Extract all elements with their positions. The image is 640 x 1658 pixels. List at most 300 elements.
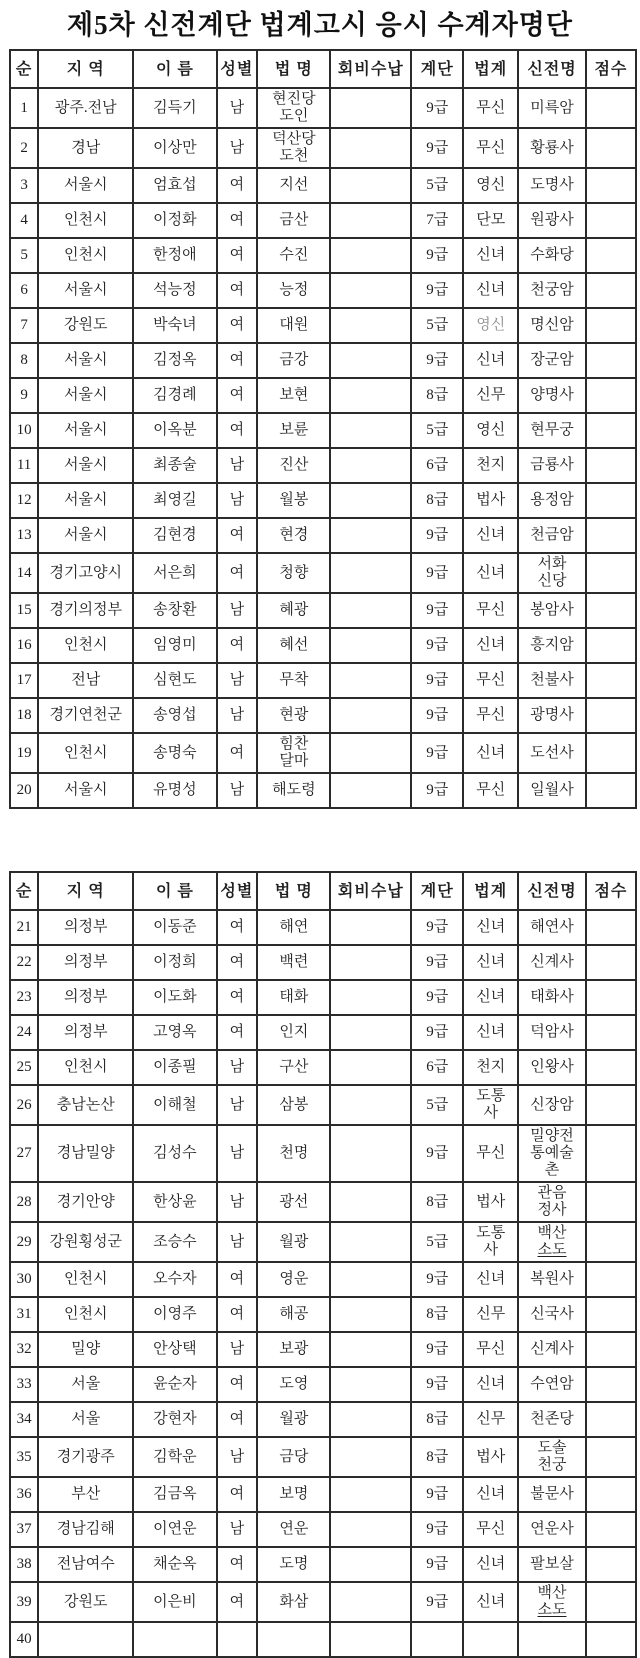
- cell-region: [38, 308, 133, 343]
- cell-text-line: 신녀: [476, 1024, 506, 1040]
- cell-text-line: 28: [16, 1193, 32, 1210]
- cell-no: [10, 413, 38, 448]
- roster-table-2: [9, 871, 637, 1658]
- cell-region: [38, 1512, 133, 1547]
- cell-text-line: 5급: [426, 317, 449, 333]
- table-row: [10, 483, 636, 518]
- cell-no: [10, 1547, 38, 1582]
- cell-shrine-name: [518, 1182, 586, 1222]
- cell-dharma-name: [257, 1622, 330, 1657]
- cell-rank: [463, 1437, 518, 1477]
- cell-text-line: 천궁: [537, 1457, 567, 1473]
- cell-no: [10, 663, 38, 698]
- cell-text-line: 원광사: [530, 212, 574, 228]
- cell-text-line: 한정애: [153, 247, 197, 263]
- cell-text-line: 서울시: [63, 457, 108, 473]
- cell-text-line: 김경례: [153, 387, 197, 403]
- cell-text-line: 부산: [71, 1486, 101, 1502]
- cell-text-line: 경기의정부: [49, 602, 122, 618]
- cell-score: [586, 1182, 636, 1222]
- cell-text-line: 9급: [426, 602, 449, 618]
- cell-stage: [411, 1182, 463, 1222]
- cell-dharma-name: [257, 378, 330, 413]
- cell-score: [586, 1512, 636, 1547]
- cell-text-line: 무신: [476, 1521, 506, 1537]
- cell-fee-received: [330, 168, 411, 203]
- cell-stage: [411, 1512, 463, 1547]
- cell-text-line: 보명: [279, 1486, 309, 1502]
- cell-text-line: 구산: [279, 1059, 309, 1075]
- cell-stage: [411, 980, 463, 1015]
- cell-text-line: 32: [16, 1341, 32, 1357]
- cell-score: [586, 238, 636, 273]
- cell-text-line: 금당: [279, 1448, 309, 1465]
- cell-region: [38, 1402, 133, 1437]
- cell-text-line: 무신: [476, 782, 506, 798]
- cell-shrine-name: [518, 448, 586, 483]
- cell-text-line: 채순옥: [153, 1556, 197, 1572]
- cell-name: [133, 1437, 216, 1477]
- cell-stage: [411, 203, 463, 238]
- cell-text-line: 9급: [426, 744, 449, 761]
- cell-region: [38, 698, 133, 733]
- cell-text-line: 9급: [426, 954, 449, 970]
- cell-text-line: 이종필: [153, 1059, 197, 1075]
- cell-name: [133, 910, 216, 945]
- cell-dharma-name: [257, 203, 330, 238]
- cell-stage: [411, 1085, 463, 1125]
- cell-text-line: 이은비: [153, 1593, 197, 1610]
- cell-rank: [463, 518, 518, 553]
- cell-text-line: 여: [229, 637, 245, 653]
- cell-text-line: 신무: [476, 1411, 506, 1427]
- cell-score: [586, 1437, 636, 1477]
- cell-text-line: 임영미: [153, 637, 197, 653]
- cell-no: [10, 593, 38, 628]
- cell-name: [133, 698, 216, 733]
- cell-dharma-name: [257, 128, 330, 168]
- cell-name: [133, 663, 216, 698]
- cell-score: [586, 910, 636, 945]
- cell-score: [586, 1332, 636, 1367]
- cell-fee-received: [330, 88, 411, 128]
- cell-text-line: 경기광주: [56, 1448, 115, 1465]
- cell-shrine-name: [518, 1332, 586, 1367]
- cell-rank: [463, 980, 518, 1015]
- column-header-gender: [217, 50, 258, 88]
- cell-fee-received: [330, 593, 411, 628]
- cell-fee-received: [330, 1367, 411, 1402]
- cell-text-line: 영신: [476, 422, 506, 438]
- cell-rank: [463, 1622, 518, 1657]
- cell-text-line: 신계사: [530, 1341, 574, 1357]
- cell-no: [10, 1262, 38, 1297]
- cell-text-line: 백산: [537, 1585, 567, 1601]
- cell-dharma-name: [257, 1222, 330, 1262]
- cell-no: [10, 1582, 38, 1622]
- cell-score: [586, 1367, 636, 1402]
- cell-stage: [411, 308, 463, 343]
- cell-text-line: 이정희: [153, 954, 197, 970]
- cell-text-line: 13: [16, 527, 32, 543]
- cell-text-line: 월광: [279, 1411, 309, 1427]
- cell-text-line: 천명: [279, 1145, 309, 1161]
- cell-fee-received: [330, 1512, 411, 1547]
- cell-dharma-name: [257, 553, 330, 593]
- column-header-name: [133, 872, 216, 910]
- cell-text-line: 밀양: [71, 1341, 101, 1357]
- table-row: [10, 273, 636, 308]
- cell-shrine-name: [518, 1477, 586, 1512]
- cell-region: [38, 1085, 133, 1125]
- cell-text-line: 도인: [279, 108, 309, 124]
- cell-text-line: 대원: [279, 317, 309, 333]
- cell-text-line: 한상윤: [153, 1193, 197, 1210]
- cell-gender: [217, 1367, 258, 1402]
- cell-stage: [411, 413, 463, 448]
- cell-text-line: 남: [229, 1233, 245, 1250]
- cell-dharma-name: [257, 773, 330, 808]
- cell-score: [586, 1015, 636, 1050]
- cell-score: [586, 663, 636, 698]
- cell-text-line: 무신: [476, 672, 506, 688]
- cell-fee-received: [330, 203, 411, 238]
- cell-text-line: 6: [20, 282, 28, 298]
- cell-gender: [217, 663, 258, 698]
- cell-fee-received: [330, 1015, 411, 1050]
- cell-gender: [217, 1015, 258, 1050]
- cell-text-line: 백련: [279, 954, 309, 970]
- cell-text-line: 신녀: [476, 247, 506, 263]
- cell-text-line: 순: [15, 60, 33, 78]
- cell-text-line: 김학운: [153, 1448, 197, 1465]
- table-row: [10, 413, 636, 448]
- cell-text-line: 삼봉: [279, 1096, 309, 1113]
- table-row: [10, 593, 636, 628]
- cell-stage: [411, 1477, 463, 1512]
- cell-text-line: 여: [229, 387, 245, 403]
- cell-text-line: 9급: [426, 352, 449, 368]
- cell-text-line: 소도: [537, 1602, 567, 1618]
- cell-text-line: 9급: [426, 1145, 449, 1161]
- cell-text-line: 도통: [476, 1088, 506, 1104]
- cell-score: [586, 273, 636, 308]
- cell-stage: [411, 773, 463, 808]
- cell-text-line: 지선: [279, 177, 309, 193]
- cell-gender: [217, 1222, 258, 1262]
- cell-fee-received: [330, 663, 411, 698]
- roster-table-1: [9, 49, 637, 809]
- table-row: [10, 168, 636, 203]
- cell-score: [586, 343, 636, 378]
- table-row: [10, 553, 636, 593]
- table-row: [10, 910, 636, 945]
- cell-text-line: 9급: [426, 707, 449, 723]
- page-title: 제5차 신전계단 법계고시 응시 수계자명단: [67, 10, 573, 40]
- cell-text-line: 광선: [279, 1193, 309, 1210]
- cell-text-line: 송영섭: [153, 707, 197, 723]
- cell-text-line: 지 역: [66, 60, 105, 78]
- cell-text-line: 신무: [476, 387, 506, 403]
- cell-score: [586, 413, 636, 448]
- cell-text-line: 여: [229, 247, 245, 263]
- cell-no: [10, 273, 38, 308]
- cell-dharma-name: [257, 168, 330, 203]
- cell-text-line: 신녀: [476, 1556, 506, 1572]
- cell-name: [133, 1622, 216, 1657]
- cell-region: [38, 628, 133, 663]
- cell-no: [10, 168, 38, 203]
- cell-text-line: 여: [229, 564, 245, 581]
- cell-text-line: 7: [20, 317, 28, 333]
- cell-score: [586, 448, 636, 483]
- cell-text-line: 영신: [476, 317, 506, 333]
- cell-text-line: 9급: [426, 1341, 449, 1357]
- cell-stage: [411, 1222, 463, 1262]
- cell-rank: [463, 663, 518, 698]
- cell-rank: [463, 945, 518, 980]
- cell-no: [10, 343, 38, 378]
- cell-shrine-name: [518, 1085, 586, 1125]
- cell-fee-received: [330, 238, 411, 273]
- header-row: [10, 50, 636, 88]
- cell-name: [133, 593, 216, 628]
- cell-text-line: 9급: [426, 1376, 449, 1392]
- cell-score: [586, 553, 636, 593]
- cell-region: [38, 663, 133, 698]
- cell-text-line: 무착: [279, 672, 309, 688]
- cell-text-line: 신녀: [476, 919, 506, 935]
- column-header-score: [586, 50, 636, 88]
- cell-text-line: 남: [229, 602, 245, 618]
- cell-text-line: 점수: [594, 60, 628, 78]
- cell-text-line: 남: [229, 782, 245, 798]
- cell-name: [133, 1015, 216, 1050]
- cell-text-line: 명신암: [530, 317, 574, 333]
- cell-text-line: 8급: [426, 492, 449, 508]
- cell-gender: [217, 593, 258, 628]
- cell-text-line: 안상택: [153, 1341, 197, 1357]
- cell-name: [133, 518, 216, 553]
- cell-rank: [463, 1262, 518, 1297]
- cell-text-line: 성별: [220, 60, 254, 78]
- cell-text-line: 이동준: [153, 919, 197, 935]
- table-row: [10, 88, 636, 128]
- cell-text-line: 39: [16, 1593, 32, 1610]
- cell-shrine-name: [518, 1125, 586, 1182]
- cell-score: [586, 1582, 636, 1622]
- cell-dharma-name: [257, 1015, 330, 1050]
- table-row: [10, 308, 636, 343]
- cell-text-line: 봉암사: [530, 602, 574, 618]
- cell-text-line: 통예술: [530, 1145, 574, 1161]
- cell-text-line: 5: [20, 247, 28, 263]
- cell-text-line: 남: [229, 1521, 245, 1537]
- cell-text-line: 윤순자: [153, 1376, 197, 1392]
- cell-text-line: 29: [16, 1233, 32, 1250]
- cell-dharma-name: [257, 1085, 330, 1125]
- cell-text-line: 5급: [426, 1096, 449, 1113]
- cell-no: [10, 448, 38, 483]
- cell-text-line: 월봉: [279, 492, 309, 508]
- cell-region: [38, 128, 133, 168]
- cell-name: [133, 378, 216, 413]
- cell-text-line: 신녀: [476, 1376, 506, 1392]
- cell-text-line: 무신: [476, 99, 506, 116]
- cell-region: [38, 168, 133, 203]
- cell-text-line: 23: [16, 989, 32, 1005]
- cell-region: [38, 980, 133, 1015]
- cell-text-line: 단모: [476, 212, 506, 228]
- cell-shrine-name: [518, 1437, 586, 1477]
- cell-text-line: 8급: [426, 1306, 449, 1322]
- cell-no: [10, 1477, 38, 1512]
- table-row: [10, 448, 636, 483]
- cell-text-line: 수진: [279, 247, 309, 263]
- cell-text-line: 도명: [279, 1556, 309, 1572]
- cell-fee-received: [330, 1332, 411, 1367]
- cell-text-line: 서울시: [63, 782, 108, 798]
- cell-score: [586, 1222, 636, 1262]
- cell-stage: [411, 1262, 463, 1297]
- cell-stage: [411, 1297, 463, 1332]
- cell-text-line: 9급: [426, 1593, 449, 1610]
- cell-text-line: 이상만: [153, 139, 197, 156]
- cell-text-line: 7급: [426, 212, 449, 228]
- cell-rank: [463, 203, 518, 238]
- cell-text-line: 인천시: [63, 1271, 108, 1287]
- cell-no: [10, 1367, 38, 1402]
- cell-rank: [463, 168, 518, 203]
- cell-rank: [463, 1222, 518, 1262]
- cell-text-line: 9급: [426, 282, 449, 298]
- table-row: [10, 1622, 636, 1657]
- cell-text-line: 천금암: [530, 527, 574, 543]
- cell-no: [10, 698, 38, 733]
- column-header-gender: [217, 872, 258, 910]
- cell-text-line: 인천시: [63, 247, 108, 263]
- cell-gender: [217, 980, 258, 1015]
- cell-text-line: 김득기: [153, 99, 197, 116]
- cell-gender: [217, 1437, 258, 1477]
- cell-text-line: 여: [229, 212, 245, 228]
- cell-stage: [411, 483, 463, 518]
- cell-text-line: 도선사: [530, 744, 574, 761]
- cell-text-line: 백산: [537, 1225, 567, 1241]
- cell-name: [133, 1050, 216, 1085]
- cell-text-line: 조승수: [153, 1233, 197, 1250]
- cell-fee-received: [330, 1402, 411, 1437]
- cell-shrine-name: [518, 1222, 586, 1262]
- cell-fee-received: [330, 518, 411, 553]
- cell-text-line: 덕산당: [272, 131, 316, 147]
- cell-fee-received: [330, 378, 411, 413]
- cell-no: [10, 378, 38, 413]
- cell-text-line: 의정부: [63, 989, 108, 1005]
- cell-text-line: 9급: [426, 564, 449, 581]
- cell-stage: [411, 1622, 463, 1657]
- cell-fee-received: [330, 483, 411, 518]
- cell-text-line: 전남여수: [56, 1556, 115, 1572]
- table-row: [10, 1477, 636, 1512]
- cell-fee-received: [330, 1582, 411, 1622]
- cell-text-line: 30: [16, 1271, 32, 1287]
- cell-text-line: 5급: [426, 1233, 449, 1250]
- cell-gender: [217, 308, 258, 343]
- cell-stage: [411, 238, 463, 273]
- cell-text-line: 장군암: [530, 352, 574, 368]
- cell-text-line: 최영길: [153, 492, 197, 508]
- cell-stage: [411, 628, 463, 663]
- cell-text-line: 여: [229, 1411, 245, 1427]
- cell-shrine-name: [518, 1015, 586, 1050]
- cell-name: [133, 1547, 216, 1582]
- cell-rank: [463, 1050, 518, 1085]
- cell-fee-received: [330, 1547, 411, 1582]
- cell-name: [133, 343, 216, 378]
- cell-dharma-name: [257, 518, 330, 553]
- cell-fee-received: [330, 910, 411, 945]
- cell-text-line: 신전명: [527, 60, 577, 78]
- cell-text-line: 무신: [476, 139, 506, 156]
- cell-dharma-name: [257, 698, 330, 733]
- column-header-rank: [463, 872, 518, 910]
- cell-text-line: 천궁암: [530, 282, 574, 298]
- cell-fee-received: [330, 1297, 411, 1332]
- cell-stage: [411, 1547, 463, 1582]
- cell-score: [586, 483, 636, 518]
- cell-rank: [463, 773, 518, 808]
- cell-no: [10, 1182, 38, 1222]
- cell-dharma-name: [257, 910, 330, 945]
- cell-text-line: 화삼: [279, 1593, 309, 1610]
- cell-text-line: 고영옥: [153, 1024, 197, 1040]
- cell-text-line: 신계사: [530, 954, 574, 970]
- cell-text-line: 9급: [426, 1521, 449, 1537]
- cell-gender: [217, 203, 258, 238]
- column-header-fee-received: [330, 50, 411, 88]
- cell-text-line: 엄효섭: [153, 177, 197, 193]
- cell-gender: [217, 518, 258, 553]
- cell-name: [133, 553, 216, 593]
- cell-stage: [411, 733, 463, 773]
- cell-gender: [217, 1332, 258, 1367]
- cell-score: [586, 945, 636, 980]
- cell-no: [10, 980, 38, 1015]
- cell-gender: [217, 945, 258, 980]
- table-row: [10, 378, 636, 413]
- cell-text-line: 태화사: [530, 989, 574, 1005]
- cell-text-line: 22: [16, 954, 32, 970]
- cell-text-line: 이영주: [153, 1306, 197, 1322]
- cell-text-line: 달마: [279, 753, 309, 769]
- cell-stage: [411, 343, 463, 378]
- cell-no: [10, 945, 38, 980]
- cell-text-line: 흥지암: [530, 637, 574, 653]
- table-row: [10, 628, 636, 663]
- cell-text-line: 의정부: [63, 1024, 108, 1040]
- cell-dharma-name: [257, 733, 330, 773]
- cell-name: [133, 413, 216, 448]
- cell-no: [10, 203, 38, 238]
- cell-shrine-name: [518, 698, 586, 733]
- cell-text-line: 해연: [279, 919, 309, 935]
- cell-text-line: 광명사: [530, 707, 574, 723]
- table-row: [10, 1512, 636, 1547]
- column-header-dharma-name: [257, 50, 330, 88]
- cell-score: [586, 698, 636, 733]
- cell-dharma-name: [257, 448, 330, 483]
